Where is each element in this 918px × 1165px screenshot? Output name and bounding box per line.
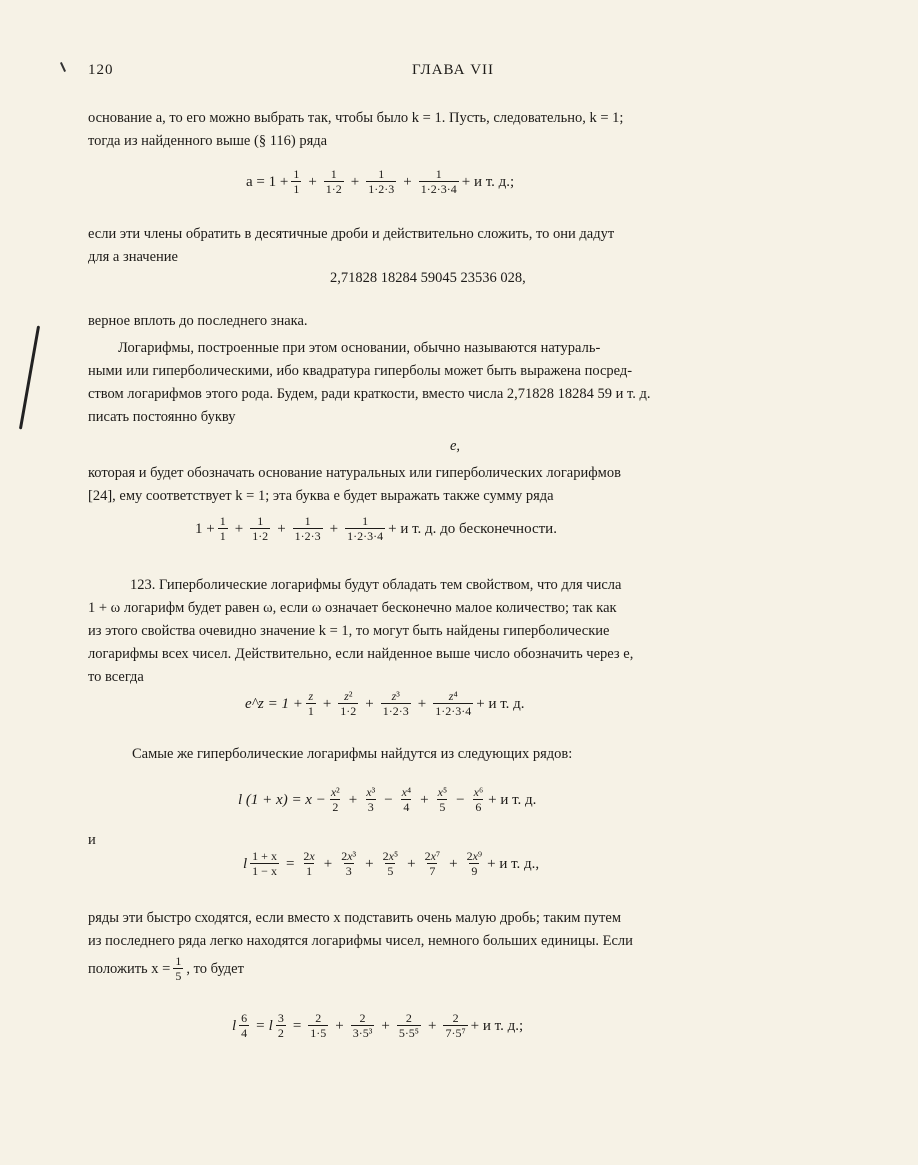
paragraph-4-line-3: ством логарифмов этого рода. Будем, ради краткости, вместо числа 2,71828 18284 59 и т. д.	[88, 386, 651, 402]
series-equation-log: l (1 + x) = x − $\frac{\text{x²}}{2}$ + $\frac{\text{x³}}{3}$ − $\frac{\text{x⁴}}{4}$ + $\frac{\text{x⁵}}{5}$ − $\frac{\text{x⁶}}{6}$ + и т. д.	[238, 785, 537, 814]
fraction: $\frac{\text{x³}}{3}$	[366, 785, 376, 814]
conjunction-and: и	[88, 832, 96, 848]
fraction: $\frac{1}{1\cdot 2}$	[325, 167, 342, 196]
eq1-tail: + и т. д.;	[461, 173, 515, 190]
fraction: $\frac{1}{1}$	[293, 167, 300, 196]
eq4-lhs: l (1 + x) = x −	[238, 791, 326, 808]
fraction: $\frac{\text{2x⁵}}{5}$	[382, 849, 399, 878]
letter-e: e,	[450, 438, 461, 454]
paragraph-6-line-3: из этого свойства очевидно значение k = 1, то могут быть найдены гиперболические	[88, 623, 610, 639]
fraction: $\frac{\text{z³}}{1\cdot 2\cdot 3}$	[382, 689, 409, 718]
paragraph-2-line-1: если эти члены обратить в десятичные дроби и действительно сложить, то они дадут	[88, 226, 615, 242]
paragraph-5-line-2: [24], ему соответствует k = 1; эта буква e будет выражать также сумму ряда	[88, 488, 554, 504]
fraction: $\frac{1 + x}{1 - x}$	[252, 849, 277, 878]
eq3-lhs: e^z = 1 +	[245, 695, 303, 712]
eq4-tail: + и т. д.	[488, 791, 537, 808]
fraction: $\frac{\text{x⁵}}{5}$	[437, 785, 448, 814]
fraction: $\frac{2}{1\cdot 5}$	[310, 1011, 327, 1040]
fraction: $\frac{2}{\text{5·5⁵}}$	[398, 1011, 419, 1040]
paragraph-8-line-1: ряды эти быстро сходятся, если вместо x подставить очень малую дробь; таким путем	[88, 910, 622, 926]
paragraph-4-line-1: Логарифмы, построенные при этом основании, обычно называются натураль-	[118, 340, 601, 356]
fraction: $\frac{\text{2x³}}{3}$	[341, 849, 357, 878]
chapter-title: ГЛАВА VII	[412, 62, 495, 78]
series-equation-log-ratio: l $\frac{1 + x}{1 - x}$ = $\frac{2x}{1}$ + $\frac{\text{2x³}}{3}$ + $\frac{\text{2x⁵}}{5}$ + $\frac{\text{2x⁷}}{7}$ + $\frac{\text{2x⁹}}{9}$ + и т. д.,	[243, 849, 540, 878]
fraction: $\frac{\text{2x⁷}}{7}$	[424, 849, 441, 878]
fraction: $\frac{\text{2x⁹}}{9}$	[466, 849, 483, 878]
eq2-tail: + и т. д. до бесконечности.	[388, 520, 557, 537]
log-symbol: l	[243, 855, 248, 872]
series-equation-a: a = 1 + $\frac{1}{1}$ + $\frac{1}{1\cdot 2}$ + $\frac{1}{1\cdot 2\cdot 3}$ + $\frac{1}{1\cdot 2\cdot 3\cdot 4}$ + и т. д.;	[246, 167, 515, 196]
fraction: $\frac{\text{z⁴}}{1\cdot 2\cdot 3\cdot 4}$	[435, 689, 472, 718]
eq2-lhs: 1 +	[195, 520, 215, 537]
eq6-tail: + и т. д.;	[470, 1017, 524, 1034]
fraction: $\frac{\text{x⁶}}{6}$	[473, 785, 484, 814]
paragraph-8-line-2: из последнего ряда легко находятся логарифмы чисел, немного больших единицы. Если	[88, 933, 633, 949]
paragraph-3: верное вплоть до последнего знака.	[88, 313, 308, 329]
fraction: $\frac{\text{x⁴}}{4}$	[401, 785, 412, 814]
paragraph-6-line-5: то всегда	[88, 669, 144, 685]
fraction: $\frac{2}{\text{7·5⁷}}$	[445, 1011, 466, 1040]
fraction: $\frac{1}{1\cdot 2}$	[252, 514, 269, 543]
eq1-lhs: a = 1 +	[246, 173, 289, 190]
fraction: $\frac{1}{1\cdot 2\cdot 3}$	[368, 167, 395, 196]
fraction: $\frac{1}{1\cdot 2\cdot 3\cdot 4}$	[347, 514, 384, 543]
paragraph-8-line-3: положить x = $\frac{1}{5}$ , то будет	[88, 954, 244, 983]
fraction: $\frac{3}{2}$	[277, 1011, 284, 1040]
margin-tick-mark	[60, 62, 66, 72]
fraction: $\frac{2x}{1}$	[303, 849, 315, 878]
series-equation-e: 1 + $\frac{1}{1}$ + $\frac{1}{1\cdot 2}$ + $\frac{1}{1\cdot 2\cdot 3}$ + $\frac{1}{1\cdot 2\cdot 3\cdot 4}$ + и т. д. до бесконечности.	[195, 514, 557, 543]
fraction: $\frac{6}{4}$	[241, 1011, 248, 1040]
margin-pencil-mark	[19, 326, 40, 430]
fraction: $\frac{2}{\text{3·5³}}$	[352, 1011, 373, 1040]
series-equation-exp: e^z = 1 + $\frac{z}{1}$ + $\frac{\text{z²}}{1\cdot 2}$ + $\frac{\text{z³}}{1\cdot 2\cdot 3}$ + $\frac{\text{z⁴}}{1\cdot 2\cdot 3\cdot 4}$ + и т. д.	[245, 689, 525, 718]
paragraph-5-line-1: которая и будет обозначать основание натуральных или гиперболических логарифмов	[88, 465, 621, 481]
paragraph-6-line-2: 1 + ω логарифм будет равен ω, если ω означает бесконечно малое количество; так как	[88, 600, 617, 616]
eq3-tail: + и т. д.	[476, 695, 525, 712]
paragraph-7: Самые же гиперболические логарифмы найдутся из следующих рядов:	[132, 746, 573, 762]
eq5-tail: + и т. д.,	[487, 855, 540, 872]
page-number: 120	[88, 62, 114, 78]
series-equation-log-six-fourths: l $\frac{6}{4}$ = l $\frac{3}{2}$ = $\frac{2}{1\cdot 5}$ + $\frac{2}{\text{3·5³}}$ + $\frac{2}{\text{5·5⁵}}$ + $\frac{2}{\text{7·5⁷}}$ + и т. д.;	[232, 1011, 524, 1040]
paragraph-1-line-2: тогда из найденного выше (§ 116) ряда	[88, 133, 328, 149]
fraction: $\frac{1}{1}$	[219, 514, 226, 543]
paragraph-4-line-2: ными или гиперболическими, ибо квадратура гиперболы может быть выражена посред-	[88, 363, 633, 379]
paragraph-4-line-4: писать постоянно букву	[88, 409, 236, 425]
paragraph-6-line-4: логарифмы всех чисел. Действительно, если найденное выше число обозначить через e,	[88, 646, 634, 662]
numeric-value-e: 2,71828 18284 59045 23536 028,	[330, 270, 526, 286]
fraction: $\frac{1}{5}$	[175, 954, 182, 983]
fraction: $\frac{\text{z²}}{1\cdot 2}$	[340, 689, 357, 718]
paragraph-1-line-1: основание a, то его можно выбрать так, чтобы было k = 1. Пусть, следовательно, k = 1;	[88, 110, 624, 126]
paragraph-2-line-2: для a значение	[88, 249, 178, 265]
fraction: $\frac{z}{1}$	[307, 689, 314, 718]
fraction: $\frac{\text{x²}}{2}$	[330, 785, 340, 814]
paragraph-6-line-1: 123. Гиперболические логарифмы будут обладать тем свойством, что для числа	[130, 577, 622, 593]
fraction: $\frac{1}{1\cdot 2\cdot 3}$	[294, 514, 321, 543]
fraction: $\frac{1}{1\cdot 2\cdot 3\cdot 4}$	[420, 167, 457, 196]
